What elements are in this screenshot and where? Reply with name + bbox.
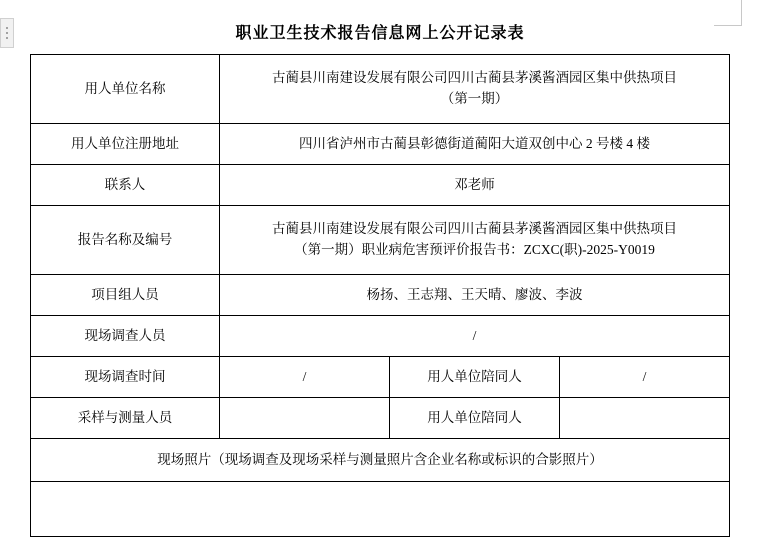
report-name-value: [220, 206, 730, 275]
sampling-accompany-value: [560, 398, 730, 439]
report-name-value-line2: （第一期）职业病危害预评价报告书：ZCXC(职)-2025-Y0019: [294, 242, 655, 257]
table-row-contact: [31, 165, 730, 206]
table-row-photos-area: [31, 482, 730, 537]
document-body: [30, 0, 730, 537]
employer-name-value-line2: （第一期）: [440, 91, 509, 106]
survey-accompany-value: /: [560, 357, 730, 398]
contact-value: 邓老师: [220, 165, 730, 206]
photos-label: 现场照片（现场调查及现场采样与测量照片含企业名称或标识的合影照片）: [31, 439, 730, 482]
team-label: 项目组人员: [31, 275, 220, 316]
page-gutter-handle[interactable]: [0, 18, 14, 48]
gutter-dot: [6, 27, 8, 29]
survey-staff-label: 现场调查人员: [31, 316, 220, 357]
table-row-report-name: [31, 206, 730, 275]
gutter-dot: [6, 37, 8, 39]
table-row-photos-header: [31, 439, 730, 482]
employer-name-value-line1: 古蔺县川南建设发展有限公司四川古蔺县茅溪酱酒园区集中供热项目: [272, 70, 677, 86]
table-row-employer-address: [31, 124, 730, 165]
employer-name-label: 用人单位名称: [31, 55, 220, 124]
table-row-survey-time: [31, 357, 730, 398]
contact-label: 联系人: [31, 165, 220, 206]
survey-accompany-label: 用人单位陪同人: [390, 357, 560, 398]
survey-staff-value: /: [220, 316, 730, 357]
report-name-value-line1: 古蔺县川南建设发展有限公司四川古蔺县茅溪酱酒园区集中供热项目: [272, 221, 677, 237]
photos-area-value: [31, 482, 730, 537]
survey-time-value: /: [220, 357, 390, 398]
public-record-table: [30, 54, 730, 537]
sampling-accompany-label: 用人单位陪同人: [390, 398, 560, 439]
gutter-dot: [6, 32, 8, 34]
table-row-sampling-staff: [31, 398, 730, 439]
document-title: 职业卫生技术报告信息网上公开记录表: [235, 25, 525, 42]
report-name-label: 报告名称及编号: [31, 206, 220, 275]
employer-address-value: 四川省泸州市古蔺县彰德街道蔺阳大道双创中心 2 号楼 4 楼: [220, 124, 730, 165]
table-row-employer-name: [31, 55, 730, 124]
employer-address-label: 用人单位注册地址: [31, 124, 220, 165]
employer-name-value: [220, 55, 730, 124]
table-row-survey-staff: [31, 316, 730, 357]
survey-time-label: 现场调查时间: [31, 357, 220, 398]
team-value: 杨扬、王志翔、王天晴、廖波、李波: [220, 275, 730, 316]
sampling-staff-value: [220, 398, 390, 439]
table-row-team: [31, 275, 730, 316]
sampling-staff-label: 采样与测量人员: [31, 398, 220, 439]
